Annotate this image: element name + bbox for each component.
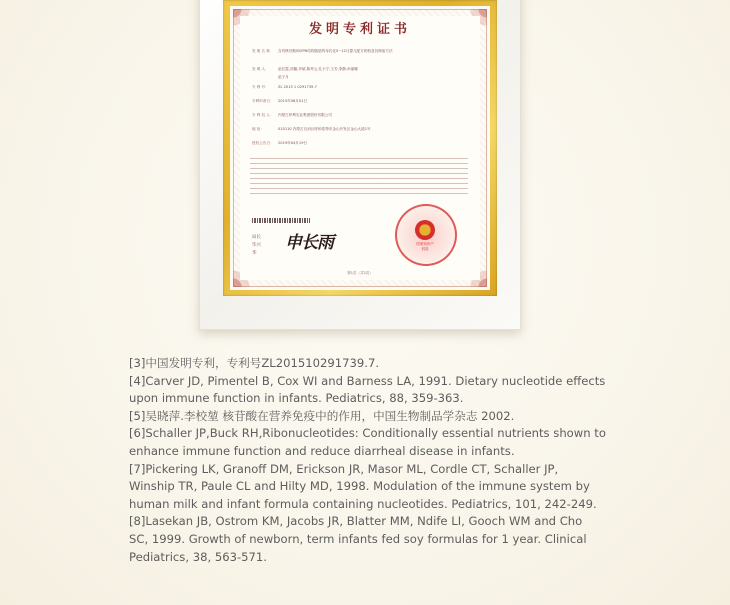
reference-line: [4]Carver JD, Pimentel B, Cox WI and Barness LA, 1991. Dietary nucleotide effects: [129, 373, 606, 388]
field-label: 专 利 号：: [252, 85, 269, 89]
field-value: 赵子月: [278, 75, 289, 79]
certificate-footer: 第1页（共2页）: [347, 271, 373, 275]
certificate-field: [252, 48, 472, 54]
field-label: 发 明 人：: [252, 67, 269, 71]
certificate-field: [252, 140, 472, 146]
certificate-field: [252, 84, 472, 90]
reference-line: Pediatrics, 38, 563-571.: [129, 549, 267, 564]
reference-line: human milk and infant formula containing nucleotides. Pediatrics, 101, 242-249.: [129, 496, 597, 511]
reference-line: [7]Pickering LK, Granoff DM, Erickson JR, Masor ML, Cordle CT, Schaller JP,: [129, 461, 559, 476]
reference-line: [3]中国发明专利，专利号ZL201510291739.7.: [129, 356, 380, 370]
signature-label: 局长 毕兴华: [252, 235, 261, 256]
certificate-field: [252, 112, 472, 118]
certificate-field: [252, 74, 472, 80]
picture-frame: [199, 0, 521, 330]
certificate-body-text: [250, 154, 468, 196]
reference-line: [5]吴晓萍.李校堃 核苷酸在营养免疫中的作用，中国生物制品学杂志 2002.: [129, 408, 515, 423]
field-value: 2015年06月01日: [278, 99, 308, 103]
field-label: 专利申请日：: [252, 99, 274, 103]
field-label: 发 明 名 称：: [252, 49, 274, 53]
field-value: 赵红霞,刘璐,李斌,陈秀云,孔小宁,王芳,李静,孙丽娜: [278, 67, 358, 71]
national-emblem-icon: [415, 220, 435, 240]
seal-text: 国家知识产权局: [416, 242, 434, 251]
field-value: 内蒙古伊利实业集团股份有限公司: [278, 113, 332, 117]
certificate-title: 发明专利证书: [308, 22, 411, 37]
reference-line: [6]Schaller JP,Buck RH,Ribonucleotides: Conditionally essential nutrients shown to: [129, 426, 606, 441]
patent-certificate: [230, 6, 490, 290]
reference-line: enhance immune function and reduce diarrheal disease in infants.: [129, 443, 515, 458]
field-value: 010110 内蒙古自治区呼和浩特市金山开发区金山大道1号: [278, 127, 371, 131]
official-seal: [395, 204, 457, 266]
certificate-field: [252, 66, 472, 72]
field-label: 授权公告日：: [252, 141, 274, 145]
certificate-field: [252, 126, 472, 132]
gold-frame-border: [223, 0, 497, 296]
reference-line: Winship TR, Paule CL and Hilty MD, 1998. Modulation of the immune system by: [129, 479, 590, 494]
field-value: 含有核苷酸和OPN结构脂肪的母乳化0~12月婴儿配方奶粉及其制备方法: [278, 49, 393, 53]
field-value: 2019年04月19日: [278, 141, 308, 145]
director-signature: 申长雨: [285, 233, 333, 253]
reference-line: [8]Lasekan JB, Ostrom KM, Jacobs JR, Blatter MM, Ndife LI, Gooch WM and Cho: [129, 514, 583, 529]
reference-line: SC, 1999. Growth of newborn, term infants fed soy formulas for 1 year. Clinical: [129, 531, 587, 546]
field-value: ZL 2015 1 0291739.7: [278, 85, 317, 89]
field-label: 专 利 权 人：: [252, 113, 274, 117]
field-label: 地 址：: [252, 127, 264, 131]
barcode: [252, 218, 310, 223]
references-list: [129, 355, 689, 566]
certificate-field: [252, 98, 472, 104]
reference-line: upon immune function in infants. Pediatrics, 88, 359-363.: [129, 391, 464, 406]
